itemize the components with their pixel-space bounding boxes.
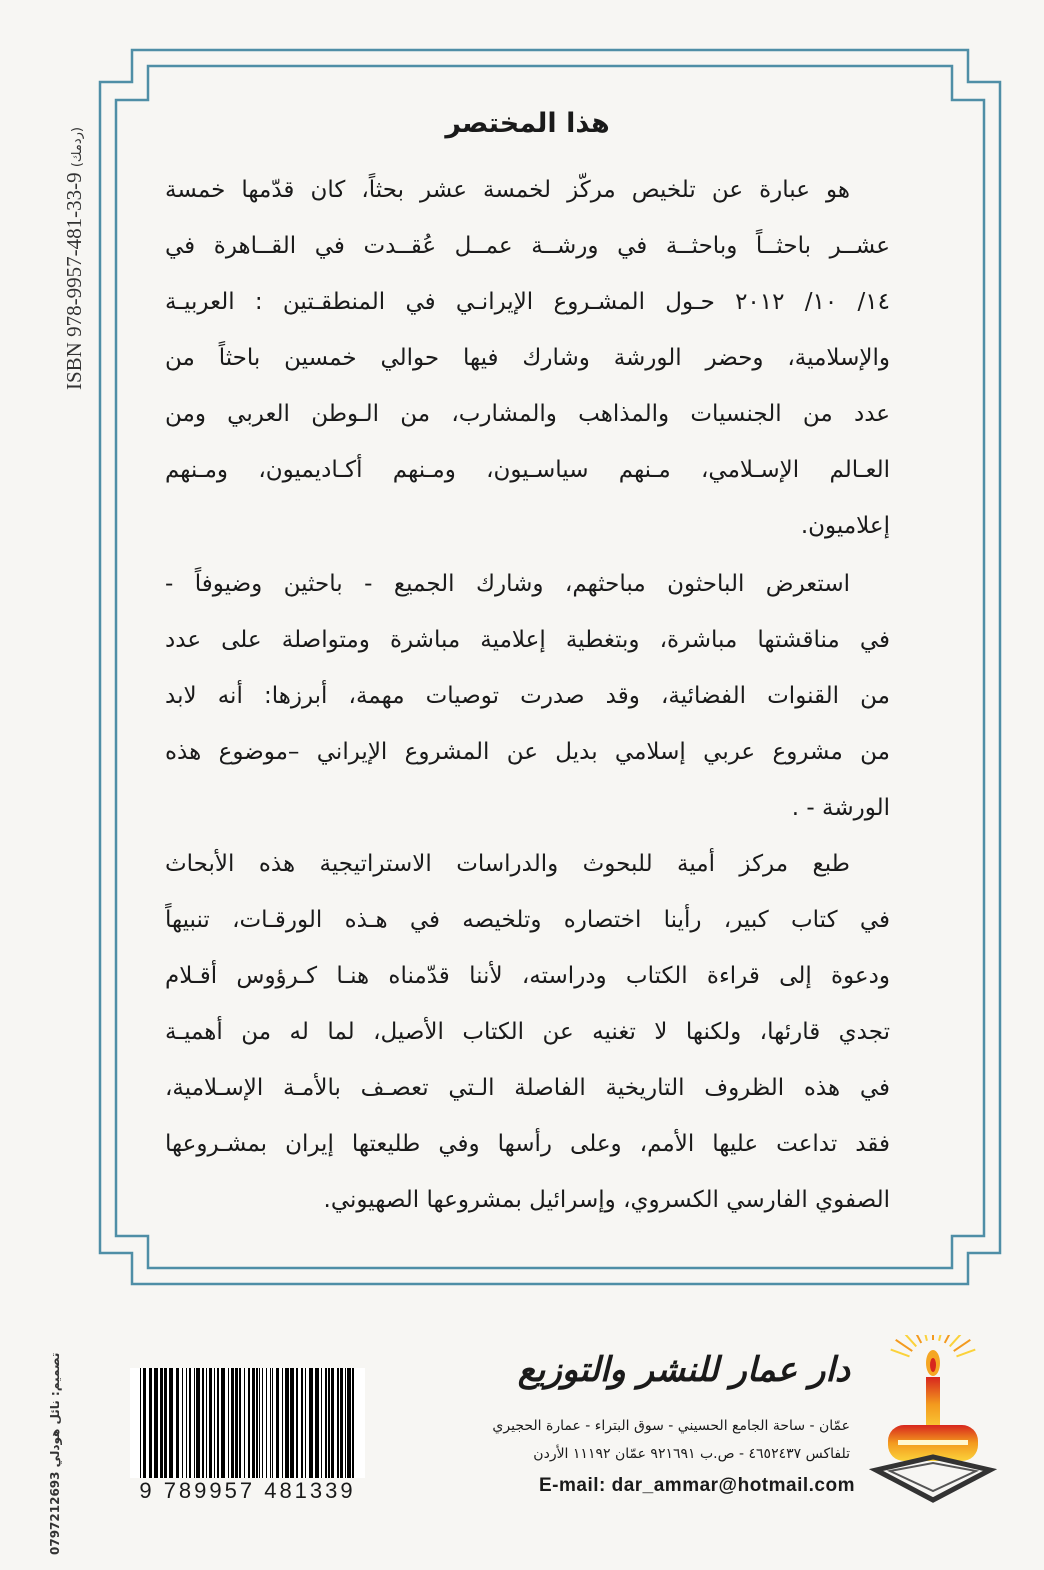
barcode-bar — [154, 1368, 158, 1478]
barcode-bar — [340, 1368, 343, 1478]
barcode-bar — [164, 1368, 167, 1478]
barcode-bar — [290, 1368, 294, 1478]
logo-ray — [954, 1340, 971, 1351]
paragraph-3 — [165, 836, 890, 1228]
isbn-label: ISBN 978-9957-481-33-9 — [62, 172, 86, 390]
barcode-bar — [186, 1368, 187, 1478]
candle — [926, 1377, 940, 1432]
barcode-bar — [176, 1368, 179, 1478]
publisher-name: دار عمار للنشر والتوزيع — [517, 1350, 850, 1390]
text-line: من القنوات الفضائية، وقد صدرت توصيات مهمة، أبرزها: أنه لابد — [165, 683, 890, 709]
isbn-arabic-label: (ردمك) — [70, 127, 85, 168]
text-line: إعلاميون. — [800, 513, 890, 539]
logo-ray — [950, 1335, 963, 1346]
text-line: هو عبارة عن تلخيص مركّز لخمسة عشر بحثاً، كان قدّمها خمسة — [165, 177, 850, 203]
publisher-email: E-mail: dar_ammar@hotmail.com — [538, 1475, 855, 1496]
barcode-bar — [143, 1368, 146, 1478]
designer-credit: تصميم: نائل هودلي 0797212693 — [48, 1352, 62, 1555]
barcode-bar — [270, 1368, 271, 1478]
barcode-bar — [231, 1368, 234, 1478]
barcode-bar — [276, 1368, 279, 1478]
barcode-bar — [285, 1368, 289, 1478]
text-line: الورشة - . — [791, 795, 890, 821]
text-line: من مشروع عربي إسلامي بديل عن المشروع الإيراني –موضوع هذه — [165, 739, 890, 765]
barcode-bar — [259, 1368, 260, 1478]
barcode-bar — [239, 1368, 241, 1478]
barcode-bar — [309, 1368, 313, 1478]
barcode-bar — [345, 1368, 346, 1478]
text-line: العـالم الإسـلامي، مـنهم سياسـيون، ومـنهم أكـاديميون، ومـنهم — [165, 457, 890, 483]
barcode-bar — [189, 1368, 191, 1478]
barcode-number: 9 789957 481339 — [139, 1478, 356, 1503]
barcode-bar — [140, 1368, 141, 1478]
barcode-bar — [221, 1368, 225, 1478]
publisher-logo-icon — [868, 1335, 998, 1505]
logo-ray — [922, 1335, 927, 1341]
barcode-bar — [301, 1368, 303, 1478]
barcode-bar — [248, 1368, 250, 1478]
barcode-bar — [235, 1368, 238, 1478]
publisher-phone: تلفاكس ٤٦٥٢٤٣٧ - ص.ب ٩٢١٦٩١ عمّان ١١١٩٢ الأردن — [533, 1446, 850, 1462]
barcode-bar — [331, 1368, 334, 1478]
publisher-address: عمّان - ساحة الجامع الحسيني - سوق البتراء - عمارة الحجيري — [492, 1418, 850, 1434]
isbn-vertical — [62, 127, 87, 390]
page-title: هذا المختصر — [445, 108, 610, 139]
barcode-bar — [321, 1368, 322, 1478]
text-line: عشــر باحثــاً وباحثــة في ورشــة عمــل عُقــدت في القــاهرة في — [165, 233, 890, 259]
barcode-bar — [160, 1368, 163, 1478]
barcode-bar — [206, 1368, 207, 1478]
barcode-bar — [262, 1368, 263, 1478]
text-line: في هذه الظروف التاريخية الفاصلة الـتي تعصـف بالأمـة الإسـلامية، — [165, 1075, 890, 1101]
text-line: ودعوة إلى قراءة الكتاب ودراسته، لأننا قدّمناه هنـا كـرؤوس أقـلام — [165, 963, 890, 989]
barcode-bar — [328, 1368, 330, 1478]
text-line: الصفوي الفارسي الكسروي، وإسرائيل بمشروعها الصهيوني. — [323, 1187, 890, 1213]
barcode-bar — [194, 1368, 195, 1478]
barcode-bar — [325, 1368, 327, 1478]
logo-ray — [956, 1350, 975, 1357]
barcode-bar — [252, 1368, 255, 1478]
barcode-bar — [182, 1368, 183, 1478]
logo-ray — [896, 1340, 913, 1351]
barcode-bar — [196, 1368, 200, 1478]
logo-ray — [891, 1350, 910, 1357]
barcode-bar — [202, 1368, 204, 1478]
barcode-bar — [209, 1368, 212, 1478]
text-line: استعرض الباحثون مباحثهم، وشارك الجميع - باحثين وضيوفاً - — [165, 571, 850, 597]
text-line: فقد تداعت عليها الأمم، وعلى رأسها وفي طليعتها إيران بمشـروعها — [165, 1131, 890, 1157]
barcode-bar — [305, 1368, 306, 1478]
text-line: والإسلامية، وحضر الورشة وشارك فيها حوالي خمسين باحثاً من — [165, 345, 890, 371]
text-line: تجدي قارئها، ولكنها لا تغنيه عن الكتاب الأصيل، لما له من أهميـة — [165, 1019, 890, 1045]
text-line: في مناقشتها مباشرة، وبتغطية إعلامية مباشرة ومتواصلة على عدد — [165, 627, 890, 653]
barcode-bar — [228, 1368, 229, 1478]
text-line: عدد من الجنسيات والمذاهب والمشارب، من الـوطن العربي ومن — [165, 401, 890, 427]
barcode-bar — [256, 1368, 258, 1478]
barcode-bar — [296, 1368, 298, 1478]
text-line: طبع مركز أمية للبحوث والدراسات الاستراتيجية هذه الأبحاث — [165, 851, 850, 877]
barcode-bar — [149, 1368, 152, 1478]
barcode — [130, 1368, 365, 1478]
barcode-bar — [266, 1368, 267, 1478]
text-line: ١٤/ ١٠/ ٢٠١٢ حـول المشـروع الإيرانـي في المنطقـتين : العربيـة — [165, 289, 890, 315]
barcode-bar — [337, 1368, 339, 1478]
logo-ray — [939, 1335, 944, 1341]
barcode-bar — [282, 1368, 283, 1478]
barcode-bar — [169, 1368, 173, 1478]
paragraph-2 — [165, 556, 890, 836]
barcode-bar — [315, 1368, 319, 1478]
paragraph-1 — [165, 162, 890, 554]
barcode-bar — [352, 1368, 354, 1478]
barcode-bar — [217, 1368, 219, 1478]
barcode-bar — [214, 1368, 215, 1478]
barcode-bar — [244, 1368, 245, 1478]
barcode-bar — [272, 1368, 273, 1478]
logo-ray — [903, 1335, 916, 1346]
barcode-bar — [347, 1368, 351, 1478]
text-line: في كتاب كبير، رأينا اختصاره وتلخيصه في هـذه الورقـات، تنبيهاً — [165, 907, 890, 933]
